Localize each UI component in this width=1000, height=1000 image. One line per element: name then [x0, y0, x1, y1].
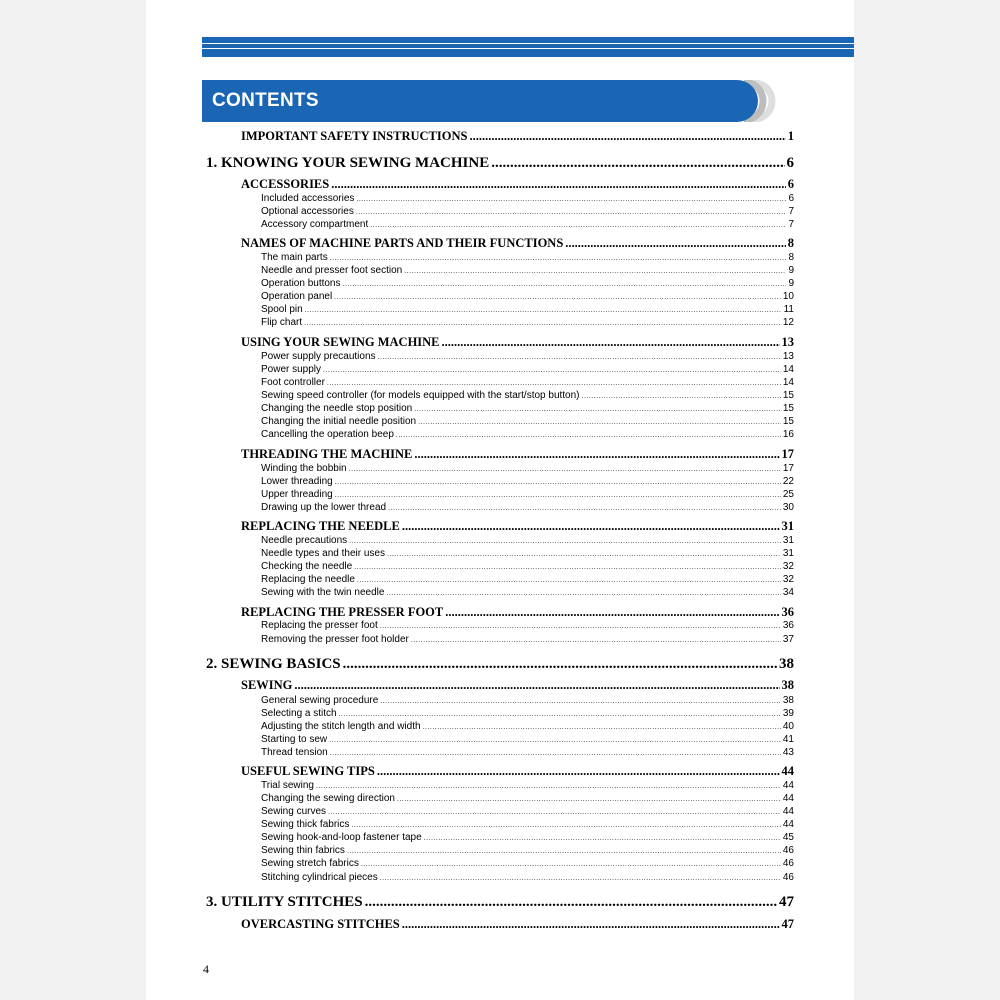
toc-chapter[interactable] [206, 155, 794, 172]
toc-leader-dots [323, 364, 781, 375]
toc-label: Removing the presser foot holder [261, 634, 409, 645]
toc-leader-dots [402, 519, 780, 534]
toc-page-number: 14 [782, 364, 794, 375]
toc-label: The main parts [261, 252, 328, 263]
toc-leader-dots [469, 129, 785, 144]
toc-label: Checking the needle [261, 561, 353, 572]
toc-label: Needle precautions [261, 535, 348, 546]
toc-entry[interactable] [261, 819, 794, 830]
toc-label: Replacing the presser foot [261, 620, 378, 631]
toc-entry[interactable] [261, 390, 794, 401]
toc-label: USING YOUR SEWING MACHINE [241, 335, 440, 349]
toc-page-number: 11 [783, 304, 794, 315]
toc-label: Thread tension [261, 747, 328, 758]
toc-leader-dots [423, 721, 781, 732]
toc-leader-dots [327, 377, 781, 388]
toc-leader-dots [328, 806, 781, 817]
toc-label: Operation panel [261, 291, 333, 302]
toc-page-number: 6 [787, 177, 794, 191]
toc-label: Sewing curves [261, 806, 327, 817]
toc-label: Selecting a stitch [261, 708, 337, 719]
toc-page-number: 25 [782, 489, 794, 500]
toc-label: Starting to sew [261, 734, 328, 745]
toc-leader-dots [442, 335, 780, 350]
toc-page-number: 8 [788, 252, 794, 263]
toc-label: 1. KNOWING YOUR SEWING MACHINE [206, 155, 490, 171]
toc-page-number: 38 [782, 695, 794, 706]
toc-entry[interactable] [261, 476, 794, 487]
manual-page [146, 0, 854, 1000]
toc-page-number: 39 [782, 708, 794, 719]
toc-leader-dots [370, 219, 786, 230]
toc-page-number: 44 [781, 764, 794, 778]
toc-label: Winding the bobbin [261, 463, 347, 474]
toc-entry[interactable] [261, 377, 794, 388]
toc-section[interactable] [241, 519, 794, 534]
toc-label: Included accessories [261, 193, 355, 204]
toc-label: Upper threading [261, 489, 333, 500]
toc-entry[interactable] [261, 695, 794, 706]
toc-entry[interactable] [261, 291, 794, 302]
toc-leader-dots [361, 858, 781, 869]
toc-leader-dots [316, 780, 781, 791]
toc-label: SEWING [241, 678, 293, 692]
toc-section[interactable] [241, 605, 794, 620]
toc-page-number: 17 [782, 463, 794, 474]
toc-entry[interactable] [261, 721, 794, 732]
toc-leader-dots [331, 177, 786, 192]
toc-label: NAMES OF MACHINE PARTS AND THEIR FUNCTIONS [241, 236, 564, 250]
toc-entry[interactable] [261, 219, 794, 230]
toc-label: Drawing up the lower thread [261, 502, 387, 513]
toc-leader-dots [424, 832, 781, 843]
toc-section[interactable] [241, 129, 794, 144]
toc-page-number: 31 [782, 535, 794, 546]
toc-label: Sewing with the twin needle [261, 587, 385, 598]
toc-entry[interactable] [261, 574, 794, 585]
toc-label: Lower threading [261, 476, 333, 487]
toc-entry[interactable] [261, 780, 794, 791]
toc-page-number: 34 [782, 587, 794, 598]
toc-entry[interactable] [261, 535, 794, 546]
toc-leader-dots [414, 403, 781, 414]
toc-page-number: 10 [782, 291, 794, 302]
toc-entry[interactable] [261, 806, 794, 817]
toc-section[interactable] [241, 177, 794, 192]
toc-page-number: 15 [782, 403, 794, 414]
toc-page-number: 22 [782, 476, 794, 487]
toc-label: Needle and presser foot section [261, 265, 403, 276]
toc-entry[interactable] [261, 416, 794, 427]
toc-label: General sewing procedure [261, 695, 379, 706]
toc-leader-dots [365, 894, 777, 911]
toc-page-number: 13 [782, 351, 794, 362]
toc-leader-dots [349, 463, 781, 474]
toc-page-number: 17 [781, 447, 794, 461]
toc-leader-dots [386, 587, 780, 598]
toc-entry[interactable] [261, 708, 794, 719]
toc-page-number: 6 [788, 193, 794, 204]
toc-leader-dots [397, 793, 781, 804]
toc-label: Trial sewing [261, 780, 314, 791]
toc-leader-dots [377, 764, 780, 779]
toc-label: Changing the needle stop position [261, 403, 413, 414]
toc-label: OVERCASTING STITCHES [241, 917, 400, 931]
toc-section[interactable] [241, 917, 794, 932]
toc-label: Sewing stretch fabrics [261, 858, 359, 869]
toc-page-number: 32 [782, 561, 794, 572]
toc-entry[interactable] [261, 793, 794, 804]
toc-page-number: 7 [788, 206, 794, 217]
toc-page-number: 8 [787, 236, 794, 250]
toc-page-number: 15 [782, 390, 794, 401]
toc-page-number: 9 [788, 278, 794, 289]
toc-entry[interactable] [261, 265, 794, 276]
toc-leader-dots [305, 304, 782, 315]
toc-leader-dots [329, 734, 781, 745]
toc-page-number: 9 [788, 265, 794, 276]
toc-page-number: 45 [782, 832, 794, 843]
toc-page-number: 13 [781, 335, 794, 349]
toc-leader-dots [356, 193, 786, 204]
toc-page-number: 44 [782, 806, 794, 817]
toc-entry[interactable] [261, 634, 794, 645]
toc-label: REPLACING THE NEEDLE [241, 519, 400, 533]
toc-entry[interactable] [261, 858, 794, 869]
toc-page-number: 1 [787, 129, 794, 143]
toc-label: Replacing the needle [261, 574, 355, 585]
toc-page-number: 43 [782, 747, 794, 758]
toc-label: ACCESSORIES [241, 177, 330, 191]
toc-leader-dots [330, 747, 781, 758]
toc-entry[interactable] [261, 734, 794, 745]
toc-page-number: 46 [782, 845, 794, 856]
toc-page-number: 44 [782, 793, 794, 804]
toc-entry[interactable] [261, 587, 794, 598]
toc-label: Power supply precautions [261, 351, 376, 362]
toc-label: Sewing hook-and-loop fastener tape [261, 832, 422, 843]
toc-leader-dots [418, 416, 781, 427]
toc-leader-dots [330, 252, 787, 263]
toc-label: Accessory compartment [261, 219, 369, 230]
toc-page-number: 46 [782, 872, 794, 883]
toc-leader-dots [491, 155, 784, 172]
toc-page-number: 15 [782, 416, 794, 427]
toc-page-number: 44 [782, 819, 794, 830]
toc-leader-dots [335, 489, 781, 500]
toc-label: IMPORTANT SAFETY INSTRUCTIONS [241, 129, 468, 143]
toc-page-number: 36 [781, 605, 794, 619]
toc-leader-dots [357, 574, 781, 585]
toc-label: Changing the sewing direction [261, 793, 395, 804]
toc-entry[interactable] [261, 832, 794, 843]
toc-leader-dots [304, 317, 781, 328]
toc-page-number: 44 [782, 780, 794, 791]
toc-page-number: 6 [786, 155, 794, 171]
toc-leader-dots [349, 535, 781, 546]
toc-page-number: 32 [782, 574, 794, 585]
toc-page-number: 37 [782, 634, 794, 645]
toc-label: THREADING THE MACHINE [241, 447, 413, 461]
toc-label: 3. UTILITY STITCHES [206, 894, 363, 910]
toc-leader-dots [294, 678, 779, 693]
toc-label: Spool pin [261, 304, 303, 315]
toc-entry[interactable] [261, 317, 794, 328]
toc-leader-dots [445, 605, 779, 620]
toc-page-number: 41 [782, 734, 794, 745]
toc-page-number: 38 [779, 656, 794, 672]
toc-page-number: 16 [782, 429, 794, 440]
toc-leader-dots [404, 265, 786, 276]
toc-leader-dots [388, 502, 781, 513]
toc-chapter[interactable] [206, 894, 794, 911]
toc-leader-dots [343, 278, 787, 289]
toc-entry[interactable] [261, 364, 794, 375]
toc-page-number: 31 [781, 519, 794, 533]
toc-leader-dots [380, 620, 781, 631]
toc-leader-dots [396, 429, 781, 440]
toc-page-number: 31 [782, 548, 794, 559]
toc-label: Power supply [261, 364, 322, 375]
toc-entry[interactable] [261, 463, 794, 474]
toc-entry[interactable] [261, 403, 794, 414]
toc-label: Sewing thin fabrics [261, 845, 345, 856]
toc-chapter[interactable] [206, 656, 794, 673]
toc-leader-dots [351, 819, 781, 830]
toc-label: Sewing speed controller (for models equipped with the start/stop button) [261, 390, 580, 401]
toc-entry[interactable] [261, 561, 794, 572]
toc-entry[interactable] [261, 304, 794, 315]
toc-leader-dots [347, 845, 781, 856]
toc-label: Foot controller [261, 377, 325, 388]
toc-section[interactable] [241, 764, 794, 779]
toc-leader-dots [339, 708, 781, 719]
toc-entry[interactable] [261, 429, 794, 440]
toc-entry[interactable] [261, 872, 794, 883]
toc-label: Operation buttons [261, 278, 341, 289]
toc-page-number: 46 [782, 858, 794, 869]
toc-page-number: 38 [781, 678, 794, 692]
toc-entry[interactable] [261, 206, 794, 217]
toc-entry[interactable] [261, 845, 794, 856]
toc-label: Flip chart [261, 317, 303, 328]
toc-section[interactable] [241, 678, 794, 693]
toc-leader-dots [356, 206, 787, 217]
toc-leader-dots [582, 390, 781, 401]
toc-leader-dots [335, 476, 781, 487]
toc-page-number: 36 [782, 620, 794, 631]
toc-page-number: 14 [782, 377, 794, 388]
toc-page-number: 30 [782, 502, 794, 513]
toc-entry[interactable] [261, 489, 794, 500]
toc-page-number: 12 [782, 317, 794, 328]
toc-page-number: 47 [779, 894, 794, 910]
toc-page-number: 7 [788, 219, 794, 230]
toc-entry[interactable] [261, 351, 794, 362]
toc-label: Sewing thick fabrics [261, 819, 350, 830]
toc-entry[interactable] [261, 548, 794, 559]
toc-label: Cancelling the operation beep [261, 429, 394, 440]
toc-label: Optional accessories [261, 206, 354, 217]
toc-leader-dots [414, 447, 779, 462]
toc-label: Changing the initial needle position [261, 416, 417, 427]
toc-leader-dots [387, 548, 781, 559]
toc-entry[interactable] [261, 278, 794, 289]
toc-entry[interactable] [261, 252, 794, 263]
toc-label: USEFUL SEWING TIPS [241, 764, 375, 778]
toc-page-number: 40 [782, 721, 794, 732]
toc-label: Stitching cylindrical pieces [261, 872, 378, 883]
toc-leader-dots [402, 917, 780, 932]
toc-entry[interactable] [261, 502, 794, 513]
toc-leader-dots [380, 695, 781, 706]
page-number: 4 [203, 962, 209, 976]
toc-leader-dots [378, 351, 781, 362]
toc-entry[interactable] [261, 620, 794, 631]
toc-leader-dots [380, 872, 781, 883]
toc-label: Adjusting the stitch length and width [261, 721, 421, 732]
toc-leader-dots [354, 561, 781, 572]
toc-section[interactable] [241, 335, 794, 350]
toc-leader-dots [411, 634, 781, 645]
toc-page-number: 47 [781, 917, 794, 931]
toc-leader-dots [343, 656, 777, 673]
page-title: CONTENTS [212, 90, 319, 111]
table-of-contents [146, 0, 854, 1000]
toc-leader-dots [565, 236, 785, 251]
toc-label: 2. SEWING BASICS [206, 656, 341, 672]
toc-entry[interactable] [261, 747, 794, 758]
toc-label: REPLACING THE PRESSER FOOT [241, 605, 444, 619]
toc-section[interactable] [241, 447, 794, 462]
toc-leader-dots [334, 291, 781, 302]
toc-section[interactable] [241, 236, 794, 251]
toc-entry[interactable] [261, 193, 794, 204]
toc-label: Needle types and their uses [261, 548, 385, 559]
